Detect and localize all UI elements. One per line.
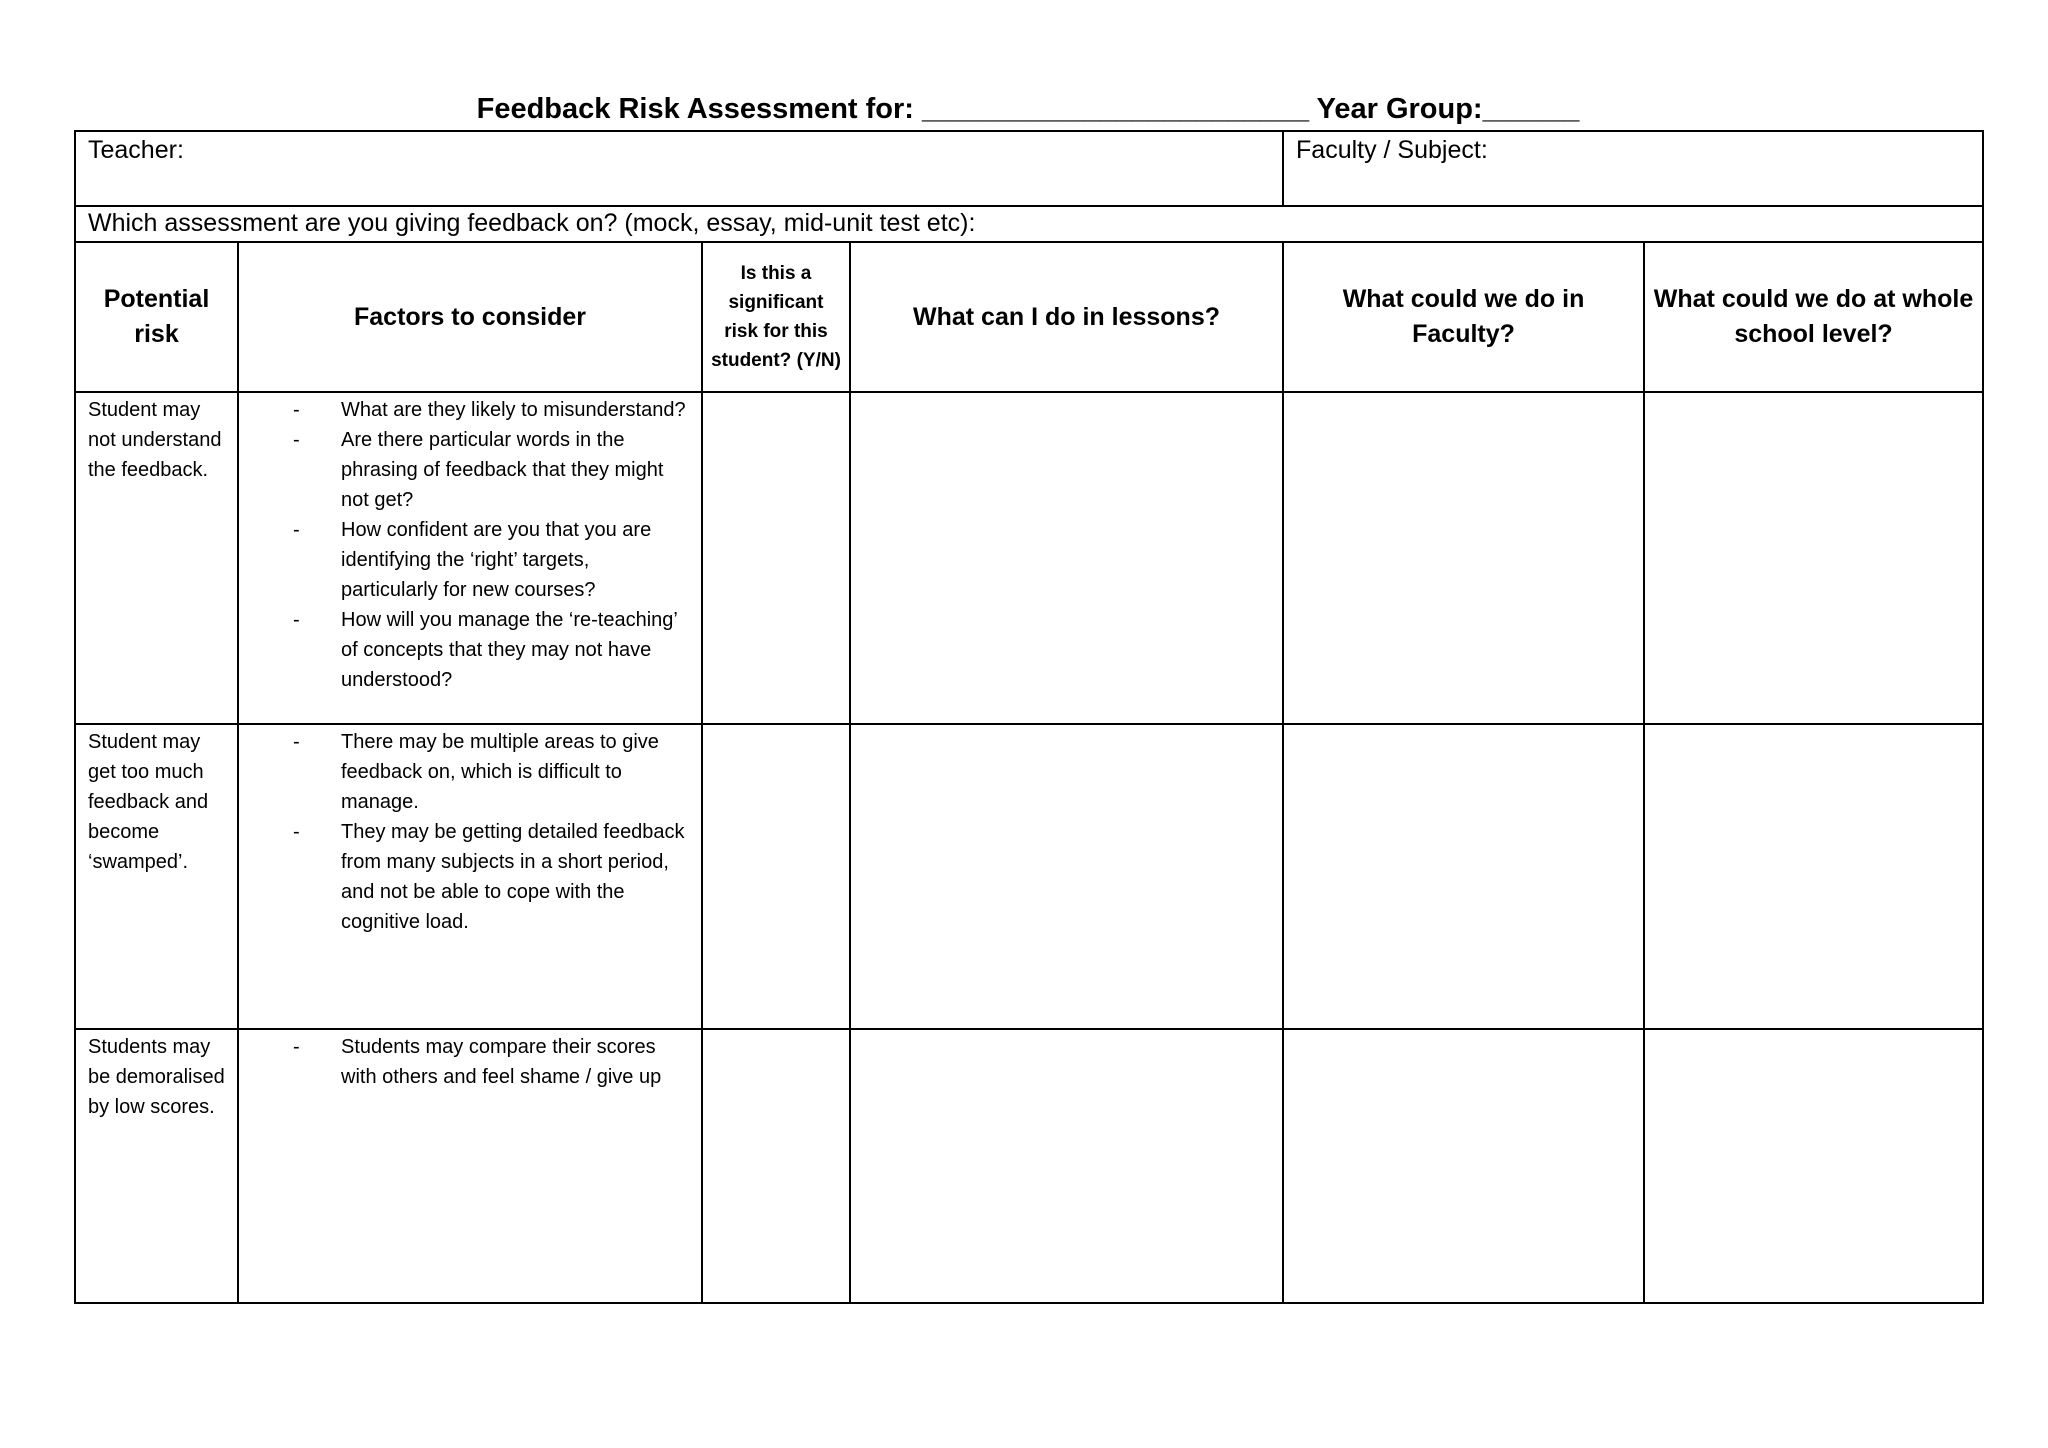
lessons-field[interactable] [850,724,1283,1029]
risk-cell: Student may not understand the feedback. [75,392,238,724]
faculty-subject-field[interactable] [1283,131,1983,206]
table-row [75,1029,1983,1303]
significant-risk-field[interactable] [702,392,850,724]
header-row [75,242,1983,392]
significant-risk-field[interactable] [702,724,850,1029]
header-potential-risk: Potential risk [75,242,238,392]
teacher-field[interactable] [75,131,1283,206]
list-item: - Students may compare their scores with others and feel shame / give up [293,1032,691,1092]
header-lessons: What can I do in lessons? [850,242,1283,392]
factors-cell [238,392,702,724]
header-factors: Factors to consider [238,242,702,392]
faculty-subject-label: Faculty / Subject: [1296,136,1488,164]
table-row [75,392,1983,724]
faculty-field[interactable] [1283,724,1644,1029]
lessons-field[interactable] [850,392,1283,724]
assessment-row [75,206,1983,242]
list-item: - There may be multiple areas to give feedback on, which is difficult to manage. [293,727,691,817]
risk-assessment-table [74,130,1984,1304]
factors-list [293,727,691,937]
significant-risk-field[interactable] [702,1029,850,1303]
faculty-field[interactable] [1283,392,1644,724]
page-title: Feedback Risk Assessment for: ________________________ Year Group:______ [476,93,1580,125]
whole-school-field[interactable] [1644,1029,1983,1303]
header-significant-risk: Is this a significant risk for this student? (Y/N) [702,242,850,392]
risk-cell: Students may be demoralised by low scores. [75,1029,238,1303]
factors-cell [238,1029,702,1303]
factors-cell [238,724,702,1029]
whole-school-field[interactable] [1644,724,1983,1029]
list-item: - How confident are you that you are identifying the ‘right’ targets, particularly for new courses? [293,515,691,605]
whole-school-field[interactable] [1644,392,1983,724]
list-item: - How will you manage the ‘re-teaching’ of concepts that they may not have understood? [293,605,691,695]
list-item: - What are they likely to misunderstand? [293,395,691,425]
assessment-question: Which assessment are you giving feedback on? (mock, essay, mid-unit test etc): [88,209,976,237]
teacher-row [75,131,1983,206]
table-row [75,724,1983,1029]
list-item: - They may be getting detailed feedback from many subjects in a short period, and not be able to cope with the cognitive load. [293,817,691,937]
list-item: - Are there particular words in the phrasing of feedback that they might not get? [293,425,691,515]
header-faculty: What could we do in Faculty? [1283,242,1644,392]
assessment-field[interactable] [75,206,1983,242]
teacher-label: Teacher: [88,136,184,164]
factors-list [293,1032,691,1092]
lessons-field[interactable] [850,1029,1283,1303]
factors-list [293,395,691,695]
faculty-field[interactable] [1283,1029,1644,1303]
risk-cell: Student may get too much feedback and become ‘swamped’. [75,724,238,1029]
header-whole-school: What could we do at whole school level? [1644,242,1983,392]
